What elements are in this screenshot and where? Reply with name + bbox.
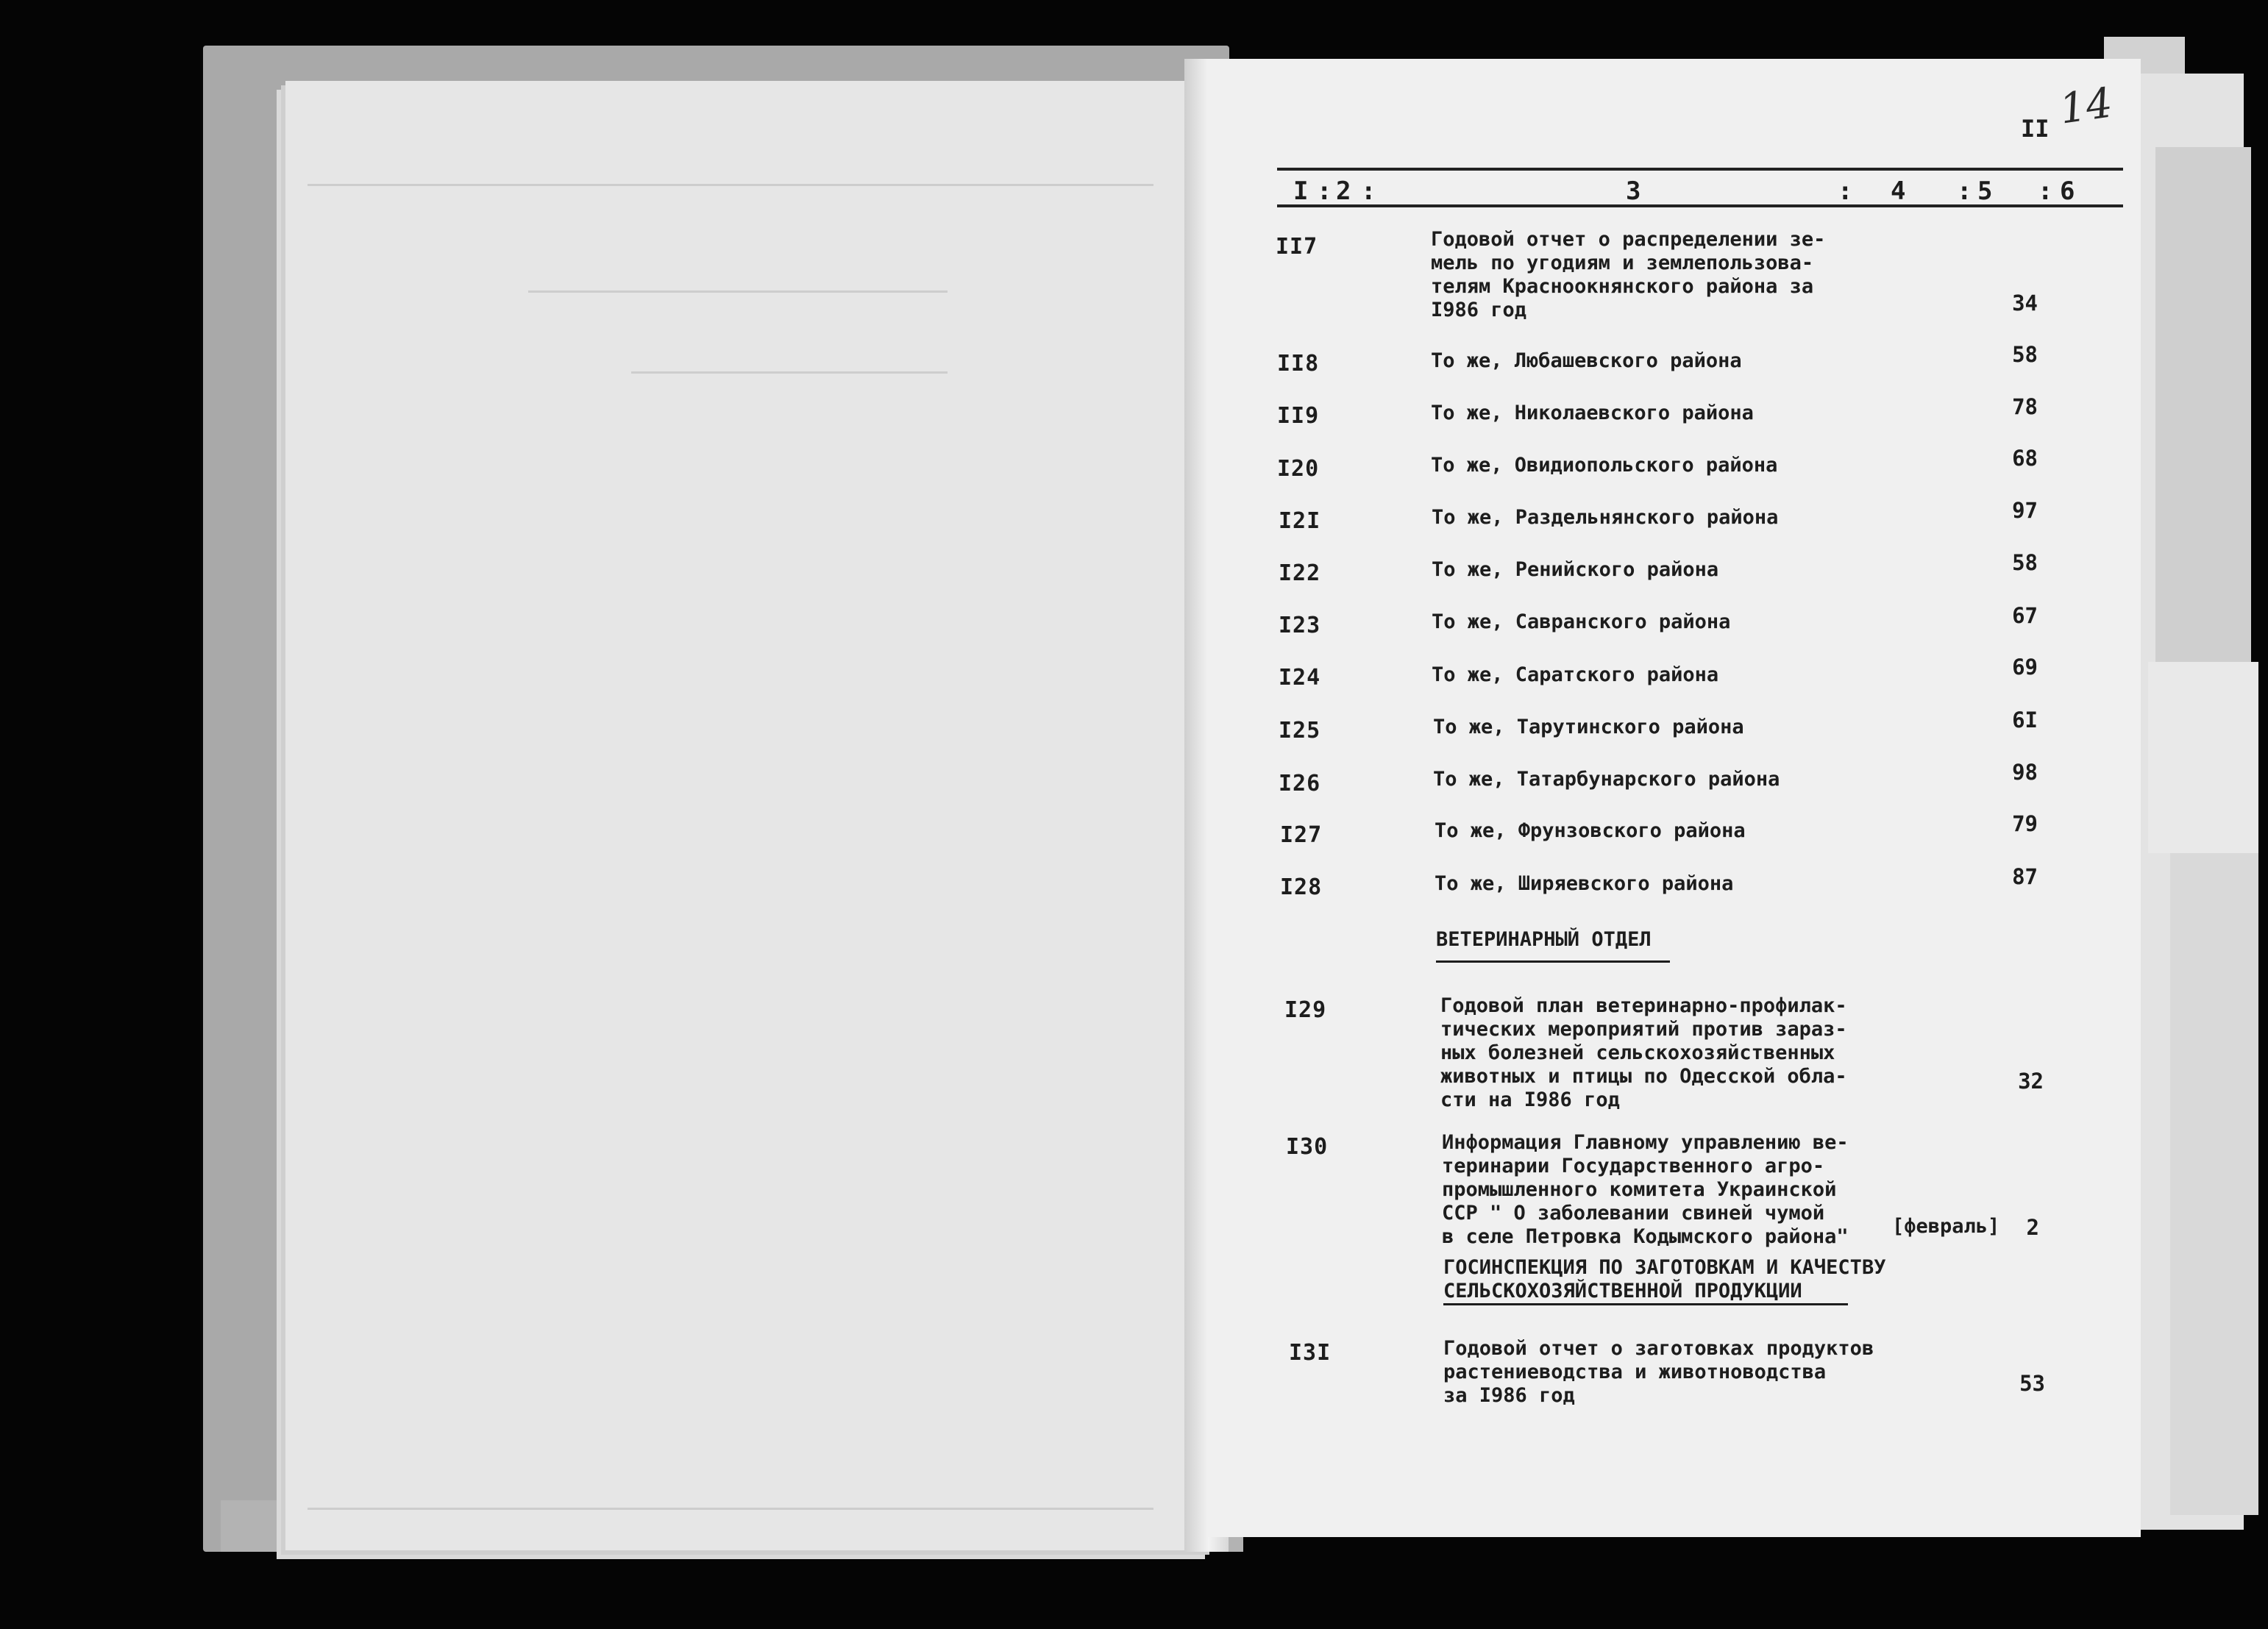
column-header-3: 3	[1626, 177, 1641, 206]
left-page-ghost-rule	[528, 290, 948, 293]
page-number: II	[2021, 115, 2050, 143]
column-header-2: 2	[1336, 177, 1351, 206]
entry-pages: 87	[2012, 864, 2038, 889]
entry-pages: 32	[2018, 1069, 2044, 1094]
column-separator: :	[1838, 177, 1853, 206]
entry-number: I23	[1279, 613, 1321, 638]
back-sheet	[2155, 147, 2251, 662]
entry-number: I28	[1280, 874, 1323, 900]
entry-pages: 34	[2012, 290, 2038, 316]
section-underline	[1443, 1303, 1848, 1305]
entry-pages: 78	[2012, 394, 2038, 419]
column-header-1: I	[1293, 177, 1309, 206]
back-sheet	[2170, 853, 2258, 1515]
entry-pages: 98	[2012, 760, 2038, 785]
entry-title: Информация Главному управлению ве- теринарии Государственного агро- промышленного комитета Украинской ССР " О заболевании свиней чумой в селе Петровка Кодымского района"	[1442, 1131, 1849, 1248]
header-top-rule	[1277, 168, 2123, 171]
entry-number: I25	[1279, 718, 1321, 744]
column-separator: :	[1361, 177, 1376, 206]
column-header-4: 4	[1891, 177, 1906, 206]
section-heading-inspection: ГОСИНСПЕКЦИЯ ПО ЗАГОТОВКАМ И КАЧЕСТВУ СЕЛЬСКОХОЗЯЙСТВЕННОЙ ПРОДУКЦИИ	[1443, 1256, 1886, 1302]
entry-pages: 6I	[2012, 707, 2038, 732]
entry-number: II7	[1276, 234, 1318, 260]
entry-number: II8	[1277, 351, 1320, 377]
entry-title: То же, Савранского района	[1432, 610, 1731, 633]
entry-pages: 79	[2012, 811, 2038, 836]
entry-title: То же, Овидиопольского района	[1431, 454, 1778, 477]
entry-title: То же, Фрунзовского района	[1435, 819, 1746, 842]
entry-title: То же, Саратского района	[1432, 663, 1719, 686]
entry-pages: 53	[2019, 1371, 2045, 1396]
entry-title: Годовой план ветеринарно-профилак- тических мероприятий против зараз- ных болезней сельскохозяйственных животных и птицы по Одесской обла- сти на I986 год	[1440, 994, 1847, 1111]
section-heading-veterinary: ВЕТЕРИНАРНЫЙ ОТДЕЛ	[1436, 928, 1652, 951]
column-header-6: 6	[2060, 177, 2075, 206]
left-page	[285, 81, 1214, 1550]
column-header-5: 5	[1977, 177, 1993, 206]
entry-number: I22	[1279, 560, 1321, 586]
entry-pages: 2	[2026, 1215, 2039, 1240]
entry-pages: 58	[2012, 550, 2038, 575]
entry-title: То же, Раздельнянского района	[1432, 506, 1779, 529]
archive-sheet-number: 14	[2056, 79, 2116, 134]
entry-title: Годовой отчет о распределении зе- мель по угодиям и землепользова- телям Красноокнянского района за I986 год	[1431, 228, 1826, 321]
entry-pages: 68	[2012, 446, 2038, 471]
header-bottom-rule	[1277, 204, 2123, 207]
back-sheet	[2148, 662, 2258, 853]
entry-title: То же, Ширяевского района	[1435, 872, 1734, 895]
left-page-ghost-rule	[631, 371, 948, 374]
entry-title: То же, Татарбунарского района	[1433, 768, 1780, 791]
entry-date: [февраль]	[1892, 1215, 2000, 1238]
entry-number: I2I	[1279, 508, 1321, 534]
section-underline	[1436, 960, 1670, 963]
right-page	[1206, 59, 2141, 1537]
entry-number: I29	[1284, 997, 1327, 1023]
entry-pages: 69	[2012, 655, 2038, 680]
column-separator: :	[1957, 177, 1972, 206]
entry-title: То же, Любашевского района	[1431, 349, 1742, 372]
entry-number: I27	[1280, 822, 1323, 848]
left-page-ghost-rule	[308, 184, 1153, 186]
entry-number: I24	[1279, 665, 1321, 691]
entry-number: I20	[1277, 456, 1320, 482]
entry-number: I30	[1286, 1134, 1329, 1160]
entry-pages: 67	[2012, 603, 2038, 628]
entry-number: I26	[1279, 771, 1321, 796]
column-separator: :	[2038, 177, 2053, 206]
entry-title: То же, Николаевского района	[1431, 402, 1754, 424]
entry-title: То же, Тарутинского района	[1433, 716, 1744, 738]
entry-number: I3I	[1289, 1340, 1332, 1366]
entry-title: То же, Ренийского района	[1432, 558, 1719, 581]
entry-title: Годовой отчет о заготовках продуктов растениеводства и животноводства за I986 год	[1443, 1337, 1874, 1407]
column-separator: :	[1317, 177, 1332, 206]
entry-number: II9	[1277, 403, 1320, 429]
entry-pages: 58	[2012, 342, 2038, 367]
entry-pages: 97	[2012, 498, 2038, 523]
left-page-ghost-rule	[308, 1508, 1153, 1510]
